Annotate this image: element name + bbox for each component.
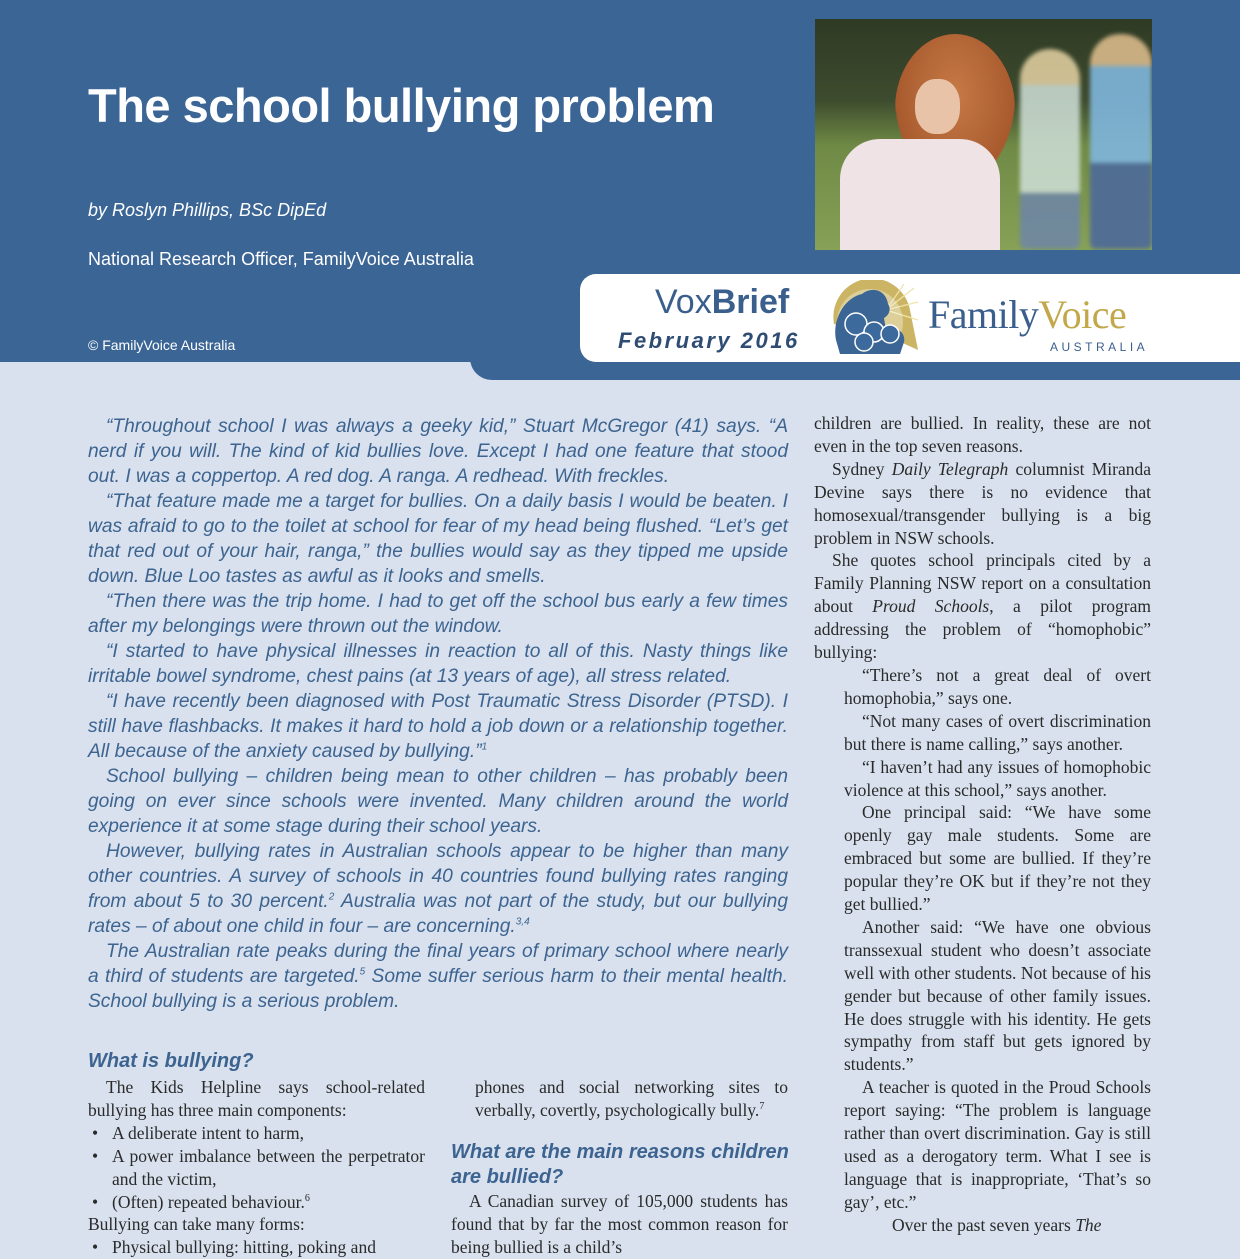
program-title: Proud Schools: [872, 596, 990, 617]
publication-name: [655, 283, 789, 322]
photo-girl-shirt: [840, 139, 1000, 250]
intro-text: [88, 414, 788, 1014]
paragraph-text: She quotes school principals cited by a Family Planning NSW report on a consultation about: [814, 550, 1151, 617]
paragraph: Bullying can take many forms:: [88, 1214, 305, 1235]
author-byline: by Roslyn Phillips, BSc DipEd: [88, 200, 327, 220]
intro-text-span: However, bullying rates in Australian schools appear to be higher than many other countries. A survey of schools in 40 countries found bullying rates ranging from about 5 to 30 percent.: [88, 841, 788, 912]
publication-title: The: [1075, 1214, 1102, 1235]
familyvoice-wordmark: [928, 291, 1126, 338]
photo-child-girl-background: [1020, 49, 1080, 249]
copyright-notice: © FamilyVoice Australia: [88, 337, 236, 353]
familyvoice-logo-icon: [826, 280, 920, 356]
footnote-ref[interactable]: 1: [481, 741, 488, 753]
quote-paragraph: One principal said: “We have some openly gay male students. Some are embraced but some are bullied. If they’re popular they’re OK but if they’re not they get bullied.”: [844, 802, 1151, 915]
wordmark-family: Family: [928, 292, 1039, 337]
author-role: National Research Officer, FamilyVoice Australia: [88, 249, 474, 269]
familyvoice-wordmark-sub: AUSTRALIA: [1050, 340, 1149, 354]
list-item: • A deliberate intent to harm,: [112, 1122, 425, 1145]
quote-paragraph: “Not many cases of overt discrimination but there is name calling,” says another.: [844, 710, 1151, 754]
publication-title: Daily Telegraph: [891, 458, 1009, 479]
paragraph: children are bullied. In reality, these are not even in the top seven reasons.: [814, 413, 1151, 456]
photo-girl-face: [915, 79, 960, 134]
footnote-ref[interactable]: 5: [359, 966, 366, 978]
photo-child-boy-background: [1090, 34, 1152, 249]
paragraph-text: Sydney: [832, 458, 892, 479]
quote-paragraph: Another said: “We have one obvious transsexual student who doesn’t associate well with other students. Not because of his gender but because of other family issues. He does struggle with his identity. He gets sympathy from staff but gets ignored by students.”: [844, 916, 1151, 1075]
intro-paragraph: [88, 839, 788, 939]
intro-paragraph: “Then there was the trip home. I had to get off the school bus early a few times after my belongings were thrown out the window.: [88, 591, 788, 637]
column-2: [451, 1076, 788, 1122]
section-heading-what-is-bullying: What is bullying?: [88, 1050, 254, 1072]
quote-paragraph: “There’s not a great deal of overt homophobia,” says one.: [844, 664, 1151, 708]
paragraph-text: Over the past seven years: [892, 1214, 1076, 1235]
intro-quote-text: “I have recently been diagnosed with Post Traumatic Stress Disorder (PTSD). I still have flashbacks. It makes it hard to hold a job down or a relationship together. All because of the anxiety caused by bullying.”: [88, 691, 788, 762]
wordmark-voice: Voice: [1038, 292, 1127, 337]
footnote-ref[interactable]: 7: [759, 1101, 765, 1113]
intro-paragraph: School bullying – children being mean to other children – has probably been going on ever since schools were invented. Many children around the world experience it at some stage during their school years.: [88, 766, 788, 837]
paragraph: [814, 458, 1151, 550]
intro-paragraph: [88, 939, 788, 1014]
publication-name-bold: Brief: [711, 283, 790, 321]
column-2-body: [451, 1190, 788, 1259]
footnote-ref[interactable]: 6: [304, 1192, 310, 1204]
bullying-forms-list: [88, 1236, 425, 1259]
issue-date: February 2016: [618, 328, 800, 353]
intro-paragraph: “I started to have physical illnesses in reaction to all of this. Nasty things like irritable bowel syndrome, chest pains (at 13 years of age), all stress related.: [88, 641, 788, 687]
intro-paragraph: “That feature made me a target for bullies. On a daily basis I would be beaten. I was afraid to go to the toilet at school for fear of my head being flushed. “Let’s get that red out of your hair, ranga,” the bullies would say as they tipped me upside down. Blue Loo tastes as awful as it looks and smells.: [88, 491, 788, 587]
page-title: The school bullying problem: [88, 79, 715, 132]
list-item-text: (Often) repeated behaviour.: [112, 1191, 305, 1212]
quote-paragraph: “I haven’t had any issues of homophobic violence at this school,” says another.: [844, 756, 1151, 800]
bullying-components-list: [88, 1122, 425, 1214]
intro-text-span: Australia was not part of the study, but our bullying rates – of about one child in four – are concerning.: [88, 891, 788, 937]
intro-text-span: The Australian rate peaks during the final years of primary school where nearly a third of students are targeted.: [88, 941, 788, 987]
paragraph: [451, 1076, 788, 1122]
paragraph: [814, 549, 1151, 664]
quote-paragraph: A teacher is quoted in the Proud Schools report saying: “The problem is language rather than overt discrimination. Gay is still used as a derogatory term. What I see is language that is inappropriate, ‘That’s so gay’, etc.”: [844, 1077, 1151, 1212]
publication-name-light: Vox: [655, 283, 712, 321]
paragraph-text: , a pilot program addressing the problem of “homophobic” bullying:: [814, 596, 1151, 663]
column-1: [88, 1076, 425, 1259]
intro-paragraph: [88, 689, 788, 764]
section-heading-main-reasons: What are the main reasons children are bullied?: [451, 1141, 789, 1188]
list-item: • Physical bullying: hitting, poking and: [112, 1236, 425, 1259]
paragraph: A Canadian survey of 105,000 students has found that by far the most common reason for being bullied is a child’s: [451, 1191, 788, 1257]
footnote-ref[interactable]: 3,4: [515, 916, 530, 928]
list-item: [112, 1191, 425, 1214]
paragraph-text: columnist Miranda Devine says there is no evidence that homosexual/transgender bullying is a big problem in NSW schools.: [814, 458, 1152, 548]
paragraph-text: phones and social networking sites to verbally, covertly, psychologically bully.: [475, 1077, 788, 1120]
intro-text-span: Some suffer serious harm to their mental health. School bullying is a serious problem.: [88, 966, 788, 1012]
paragraph: [844, 1214, 1151, 1237]
footnote-ref[interactable]: 2: [328, 891, 335, 903]
column-3: [814, 412, 1151, 1237]
intro-paragraph: “Throughout school I was always a geeky kid,” Stuart McGregor (41) says. “A nerd if you will. The kind of kid bullies love. Except I had one feature that stood out. I was a coppertop. A red dog. A ranga. A redhead. With freckles.: [88, 416, 788, 487]
paragraph: The Kids Helpline says school-related bullying has three main components:: [88, 1077, 425, 1120]
hero-photo: [815, 19, 1152, 250]
list-item: • A power imbalance between the perpetrator and the victim,: [112, 1145, 425, 1191]
